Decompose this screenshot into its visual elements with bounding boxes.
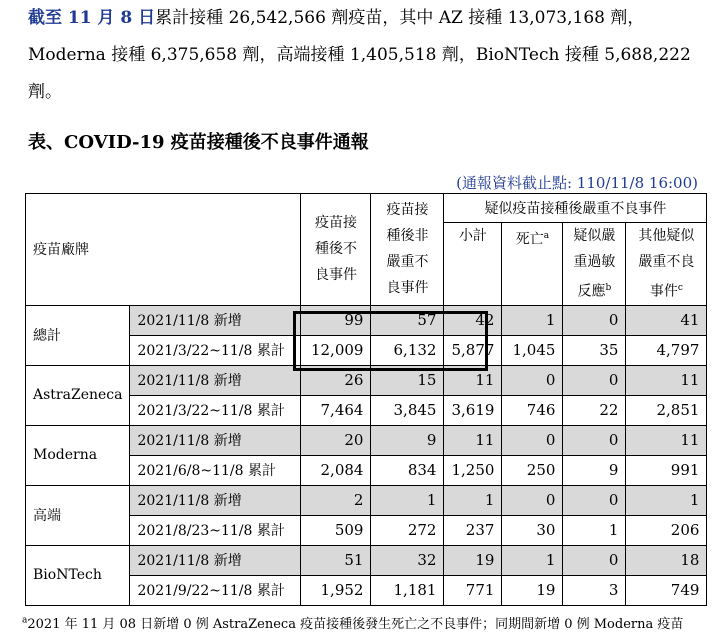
value-other: 4,797 (626, 335, 707, 365)
value-other: 991 (626, 455, 707, 485)
header-row-1 (26, 194, 707, 223)
footnote-marker: a (22, 615, 28, 626)
header-non-serious-l4: 良事件 (386, 280, 429, 297)
brand-cell: AstraZeneca (26, 365, 130, 425)
value-death: 250 (502, 455, 563, 485)
value-other: 2,851 (626, 395, 707, 425)
value-other: 206 (626, 515, 707, 545)
header-subtotal (444, 223, 502, 306)
header-other-l2: 嚴重不良 (638, 254, 695, 270)
brand-cell: 總計 (26, 305, 130, 365)
header-brand: 疫苗廠牌 (26, 194, 301, 306)
table-row (26, 305, 707, 335)
value-adverse: 12,009 (301, 335, 371, 365)
value-other: 1 (626, 485, 707, 515)
value-allergy: 35 (563, 335, 626, 365)
value-allergy: 0 (563, 425, 626, 455)
footnote (22, 613, 683, 632)
value-subtotal: 19 (444, 545, 502, 575)
value-death: 0 (502, 365, 563, 395)
value-adverse: 7,464 (301, 395, 371, 425)
value-subtotal: 237 (444, 515, 502, 545)
value-subtotal: 42 (444, 305, 502, 335)
header-allergy-sup: b (605, 283, 612, 293)
value-allergy: 22 (563, 395, 626, 425)
as-of-note: (通報資料截止點: 110/11/8 16:00) (456, 174, 698, 192)
value-non-serious: 834 (371, 455, 444, 485)
period-cell: 2021/3/22~11/8 累計 (130, 395, 301, 425)
summary-line-1 (28, 0, 708, 37)
header-allergy-l1: 疑似嚴 (573, 228, 616, 244)
brand-cell: BioNTech (26, 545, 130, 605)
brand-cell: Moderna (26, 425, 130, 485)
value-allergy: 0 (563, 545, 626, 575)
value-death: 1,045 (502, 335, 563, 365)
period-cell: 2021/11/8 新增 (130, 365, 301, 395)
value-allergy: 0 (563, 305, 626, 335)
summary-line-3: 劑。 (28, 82, 62, 102)
value-death: 0 (502, 485, 563, 515)
value-allergy: 0 (563, 365, 626, 395)
value-non-serious: 32 (371, 545, 444, 575)
value-non-serious: 3,845 (371, 395, 444, 425)
header-non-serious (371, 194, 444, 306)
value-subtotal: 771 (444, 575, 502, 605)
period-cell: 2021/6/8~11/8 累計 (130, 455, 301, 485)
header-allergy-l3-text: 反應 (577, 283, 606, 300)
value-non-serious: 272 (371, 515, 444, 545)
summary-paragraph (28, 0, 708, 111)
period-cell: 2021/11/8 新增 (130, 425, 301, 455)
period-cell: 2021/11/8 新增 (130, 545, 301, 575)
value-non-serious: 1 (371, 485, 444, 515)
header-allergy-l3 (570, 275, 618, 305)
value-subtotal: 1 (444, 485, 502, 515)
header-death-text: 死亡 (515, 231, 544, 248)
value-allergy: 1 (563, 515, 626, 545)
header-other-l1: 其他疑似 (638, 228, 695, 244)
header-other-l3 (633, 275, 699, 305)
period-cell: 2021/11/8 新增 (130, 305, 301, 335)
header-non-serious-l1: 疫苗接 (386, 202, 429, 219)
header-adverse (301, 194, 371, 306)
value-subtotal: 11 (444, 365, 502, 395)
value-non-serious: 6,132 (371, 335, 444, 365)
table-row (26, 425, 707, 455)
value-non-serious: 1,181 (371, 575, 444, 605)
value-other: 11 (626, 365, 707, 395)
header-other-sup: c (677, 283, 683, 293)
value-allergy: 9 (563, 455, 626, 485)
header-adverse-l1: 疫苗接 (314, 215, 357, 232)
value-death: 746 (502, 395, 563, 425)
header-other (626, 223, 707, 306)
summary-line-1-text: 累計接種 26,542,566 劑疫苗，其中 AZ 接種 13,073,168 劑， (155, 8, 645, 28)
value-subtotal: 5,877 (444, 335, 502, 365)
value-adverse: 1,952 (301, 575, 371, 605)
value-adverse: 99 (301, 305, 371, 335)
header-adverse-l2: 種後不 (314, 241, 357, 258)
value-allergy: 3 (563, 575, 626, 605)
brand-cell: 高端 (26, 485, 130, 545)
value-subtotal: 3,619 (444, 395, 502, 425)
header-allergy (563, 223, 626, 306)
table-row (26, 485, 707, 515)
value-non-serious: 15 (371, 365, 444, 395)
value-subtotal: 1,250 (444, 455, 502, 485)
value-subtotal: 11 (444, 425, 502, 455)
value-other: 749 (626, 575, 707, 605)
value-adverse: 51 (301, 545, 371, 575)
header-non-serious-l3: 嚴重不 (386, 254, 429, 271)
value-adverse: 26 (301, 365, 371, 395)
value-death: 1 (502, 305, 563, 335)
header-adverse-l3: 良事件 (314, 267, 357, 284)
adverse-events-table (25, 193, 707, 606)
value-allergy: 0 (563, 485, 626, 515)
table-title: 表、COVID-19 疫苗接種後不良事件通報 (28, 132, 369, 153)
value-adverse: 20 (301, 425, 371, 455)
value-other: 11 (626, 425, 707, 455)
header-serious-group: 疑似疫苗接種後嚴重不良事件 (444, 194, 707, 223)
value-other: 41 (626, 305, 707, 335)
period-cell: 2021/3/22~11/8 累計 (130, 335, 301, 365)
value-death: 30 (502, 515, 563, 545)
header-death (502, 223, 563, 306)
value-death: 1 (502, 545, 563, 575)
summary-date: 截至 11 月 8 日 (28, 8, 156, 28)
value-adverse: 509 (301, 515, 371, 545)
header-death-sup: a (543, 231, 550, 241)
value-death: 0 (502, 425, 563, 455)
footnote-text: 2021 年 11 月 08 日新增 0 例 AstraZeneca 疫苗接種後發生死亡之不良事件；同期間新增 0 例 Moderna 疫苗 (27, 617, 684, 632)
period-cell: 2021/11/8 新增 (130, 485, 301, 515)
header-non-serious-l2: 種後非 (386, 228, 429, 245)
table-row (26, 365, 707, 395)
header-allergy-l2: 重過敏 (573, 254, 616, 270)
summary-line-2: Moderna 接種 6,375,658 劑，高端接種 1,405,518 劑，BioNTech 接種 5,688,222 (28, 45, 691, 65)
period-cell: 2021/9/22~11/8 累計 (130, 575, 301, 605)
value-non-serious: 57 (371, 305, 444, 335)
value-other: 18 (626, 545, 707, 575)
period-cell: 2021/8/23~11/8 累計 (130, 515, 301, 545)
header-subtotal-text: 小計 (458, 228, 487, 244)
value-adverse: 2,084 (301, 455, 371, 485)
header-other-l3-text: 事件 (649, 283, 678, 300)
value-adverse: 2 (301, 485, 371, 515)
value-non-serious: 9 (371, 425, 444, 455)
table-row (26, 545, 707, 575)
value-death: 19 (502, 575, 563, 605)
